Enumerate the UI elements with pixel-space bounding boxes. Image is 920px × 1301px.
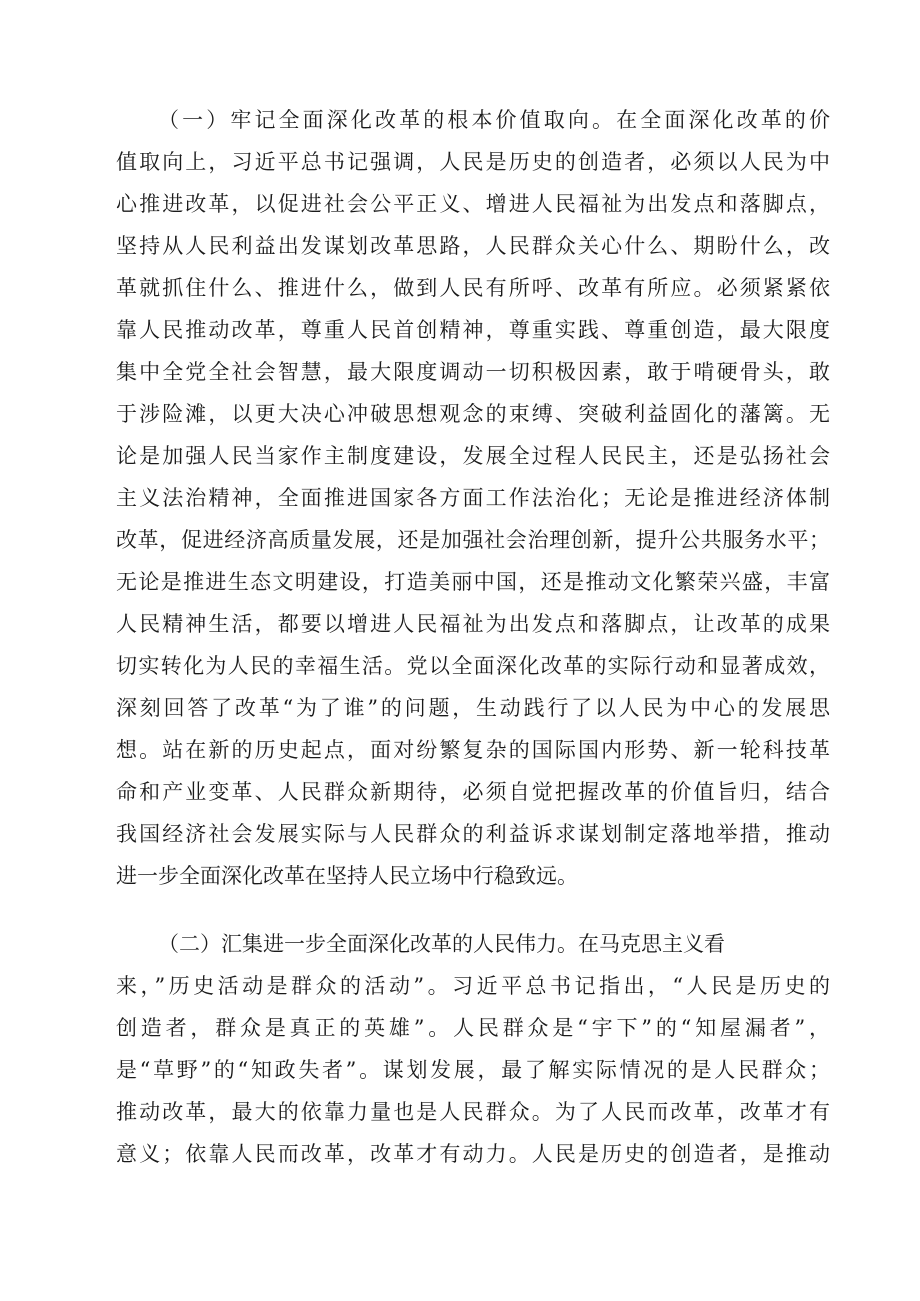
text-line: 无论是推进生态文明建设，打造美丽中国，还是推动文化繁荣兴盛，丰富: [116, 570, 830, 594]
text-line: 坚持从人民利益出发谋划改革思路，人民群众关心什么、期盼什么，改: [116, 234, 830, 258]
text-line: 深刻回答了改革“为了谁”的问题，生动践行了以人民为中心的发展思: [116, 696, 830, 720]
text-line: 人民精神生活，都要以增进人民福祉为出发点和落脚点，让改革的成果: [116, 612, 830, 636]
text-line: 靠人民推动改革，尊重人民首创精神，尊重实践、尊重创造，最大限度: [116, 318, 830, 342]
text-line: 我国经济社会发展实际与人民群众的利益诉求谋划制定落地举措，推动: [116, 822, 830, 846]
text-line: 进一步全面深化改革在坚持人民立场中行稳致远。: [116, 864, 578, 888]
text-line: 革就抓住什么、推进什么，做到人民有所呼、改革有所应。必须紧紧依: [116, 276, 830, 300]
text-line: 推动改革，最大的依靠力量也是人民群众。为了人民而改革，改革才有: [116, 1100, 830, 1124]
text-line: 切实转化为人民的幸福生活。党以全面深化改革的实际行动和显著成效，: [116, 654, 830, 678]
text-line: 想。站在新的历史起点，面对纷繁复杂的国际国内形势、新一轮科技革: [116, 738, 830, 762]
text-line: 创造者，群众是真正的英雄”。人民群众是“宇下”的“知屋漏者”，: [116, 1016, 830, 1040]
text-line: 是“草野”的“知政失者”。谋划发展，最了解实际情况的是人民群众；: [116, 1058, 830, 1082]
text-line: 心推进改革，以促进社会公平正义、增进人民福祉为出发点和落脚点，: [116, 192, 830, 216]
text-line: （二）汇集进一步全面深化改革的人民伟力。在马克思主义看: [158, 932, 725, 956]
text-line: 论是加强人民当家作主制度建设，发展全过程人民民主，还是弘扬社会: [116, 444, 830, 468]
text-line: 值取向上，习近平总书记强调，人民是历史的创造者，必须以人民为中: [116, 150, 830, 174]
text-line: 集中全党全社会智慧，最大限度调动一切积极因素，敢于啃硬骨头，敢: [116, 360, 830, 384]
text-line: 来，”历史活动是群众的活动”。习近平总书记指出，“人民是历史的: [116, 974, 830, 998]
text-line: 命和产业变革、人民群众新期待，必须自觉把握改革的价值旨归，结合: [116, 780, 830, 804]
text-line: （一）牢记全面深化改革的根本价值取向。在全面深化改革的价: [158, 108, 830, 132]
text-line: 改革，促进经济高质量发展，还是加强社会治理创新，提升公共服务水平；: [116, 528, 830, 552]
text-line: 主义法治精神，全面推进国家各方面工作法治化；无论是推进经济体制: [116, 486, 830, 510]
text-line: 于涉险滩，以更大决心冲破思想观念的束缚、突破利益固化的藩篱。无: [116, 402, 830, 426]
text-line: 意义；依靠人民而改革，改革才有动力。人民是历史的创造者，是推动: [116, 1142, 830, 1166]
